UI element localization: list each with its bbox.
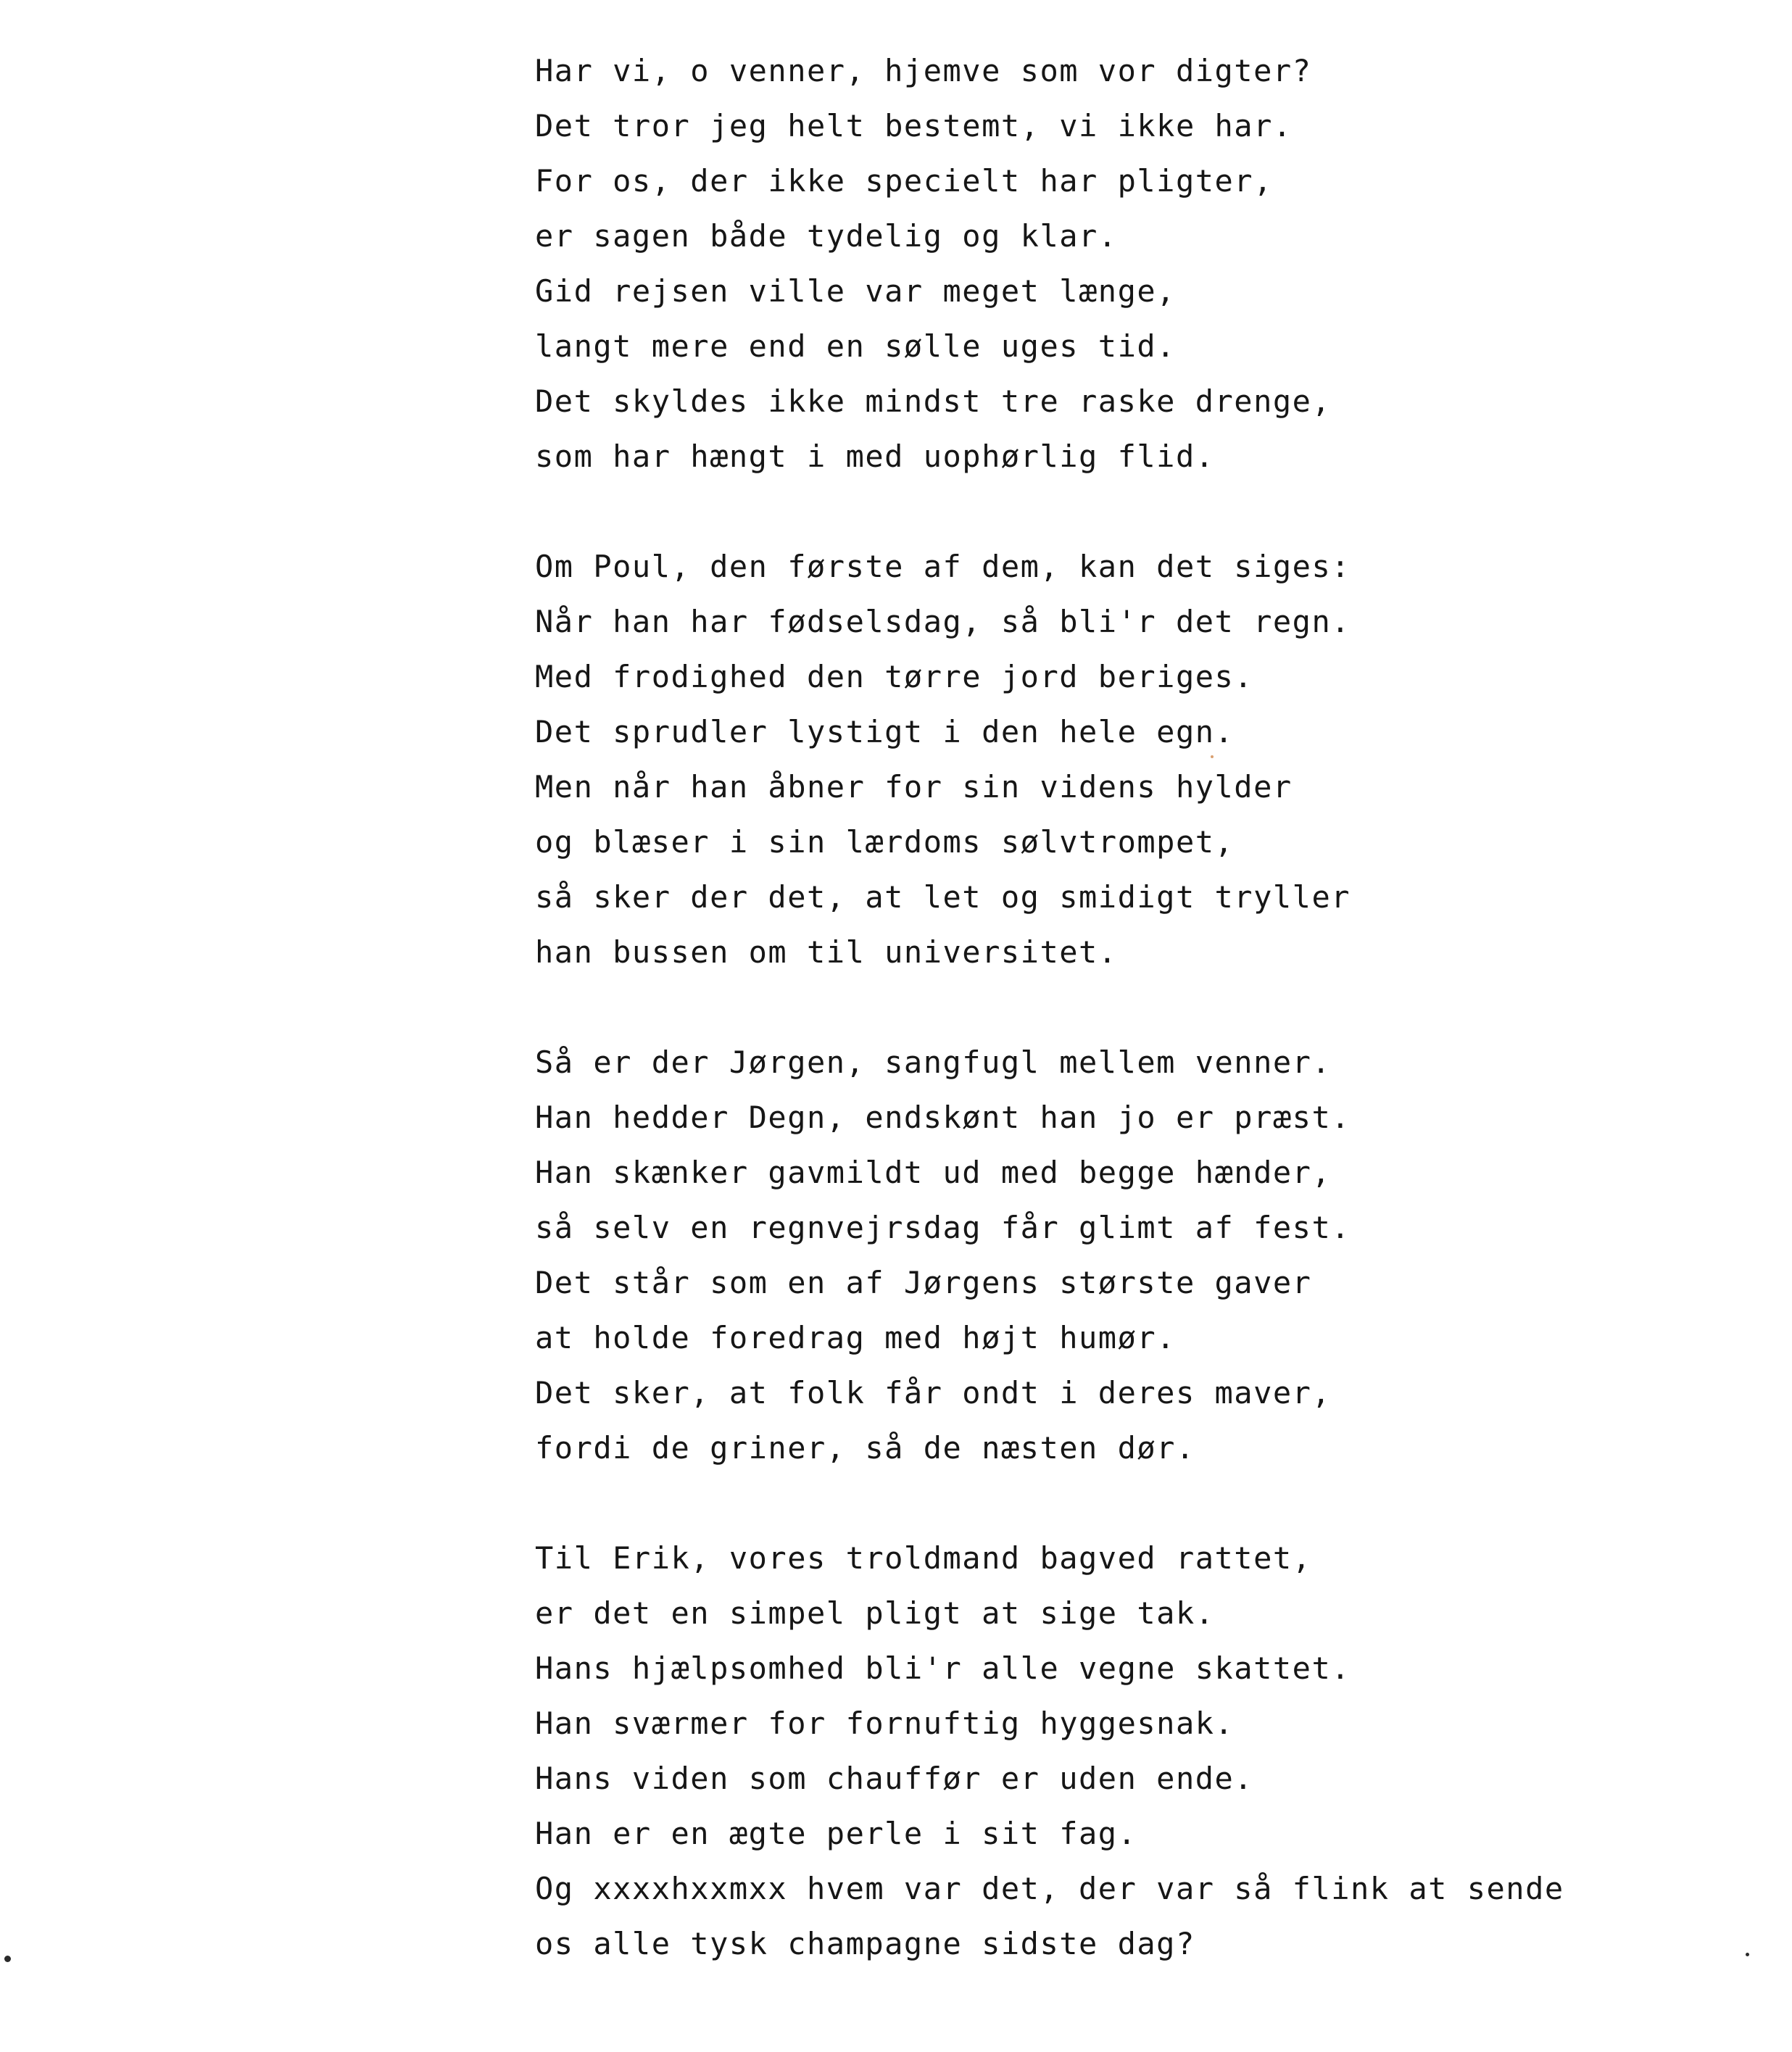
poem-line: Så er der Jørgen, sangfugl mellem venner.	[535, 1044, 1332, 1080]
poem-line: Hans hjælpsomhed bli'r alle vegne skattet.	[535, 1650, 1351, 1686]
poem-line: os alle tysk champagne sidste dag?	[535, 1926, 1195, 1961]
stanza-4	[535, 1531, 1767, 1972]
poem-line: så sker der det, at let og smidigt tryller	[535, 879, 1351, 915]
poem-line: Om Poul, den første af dem, kan det siges:	[535, 549, 1351, 584]
poem-line: og blæser i sin lærdoms sølvtrompet,	[535, 824, 1235, 860]
scan-speck	[4, 1956, 11, 1962]
poem	[535, 43, 1767, 2027]
poem-line: Det står som en af Jørgens største gaver	[535, 1265, 1312, 1300]
stanza-3	[535, 1035, 1767, 1476]
poem-line: Med frodighed den tørre jord beriges.	[535, 659, 1254, 694]
poem-line: Hans viden som chauffør er uden ende.	[535, 1761, 1254, 1796]
poem-line: er sagen både tydelig og klar.	[535, 218, 1118, 254]
poem-line: Det skyldes ikke mindst tre raske drenge,	[535, 383, 1332, 419]
poem-line: Han er en ægte perle i sit fag.	[535, 1816, 1137, 1851]
poem-line: Han hedder Degn, endskønt han jo er præst.	[535, 1100, 1351, 1135]
poem-line: Det tror jeg helt bestemt, vi ikke har.	[535, 108, 1293, 144]
stanza-1	[535, 43, 1767, 484]
poem-line: at holde foredrag med højt humør.	[535, 1320, 1176, 1355]
stanza-2	[535, 539, 1767, 980]
poem-line: Han sværmer for fornuftig hyggesnak.	[535, 1706, 1235, 1741]
poem-line: Men når han åbner for sin videns hylder	[535, 769, 1293, 805]
poem-line: Det sker, at folk får ondt i deres maver,	[535, 1375, 1332, 1411]
poem-line: Har vi, o venner, hjemve som vor digter?	[535, 53, 1312, 88]
poem-line: fordi de griner, så de næsten dør.	[535, 1430, 1195, 1466]
poem-line: Han skænker gavmildt ud med begge hænder,	[535, 1155, 1332, 1190]
scan-speck	[1211, 755, 1214, 758]
poem-line: han bussen om til universitet.	[535, 934, 1118, 970]
poem-line: Når han har fødselsdag, så bli'r det regn.	[535, 604, 1351, 639]
scan-speck	[1746, 1953, 1749, 1956]
poem-line: For os, der ikke specielt har pligter,	[535, 163, 1273, 199]
poem-line: Og xxxxhxxmxx hvem var det, der var så flink at sende	[535, 1871, 1564, 1906]
poem-line: Det sprudler lystigt i den hele egn.	[535, 714, 1235, 749]
poem-line: så selv en regnvejrsdag får glimt af fest.	[535, 1210, 1351, 1245]
poem-line: Gid rejsen ville var meget længe,	[535, 273, 1176, 309]
poem-line: er det en simpel pligt at sige tak.	[535, 1595, 1215, 1631]
poem-line: langt mere end en sølle uges tid.	[535, 328, 1176, 364]
poem-line: som har hængt i med uophørlig flid.	[535, 439, 1215, 474]
poem-line: Til Erik, vores troldmand bagved rattet,	[535, 1540, 1312, 1576]
